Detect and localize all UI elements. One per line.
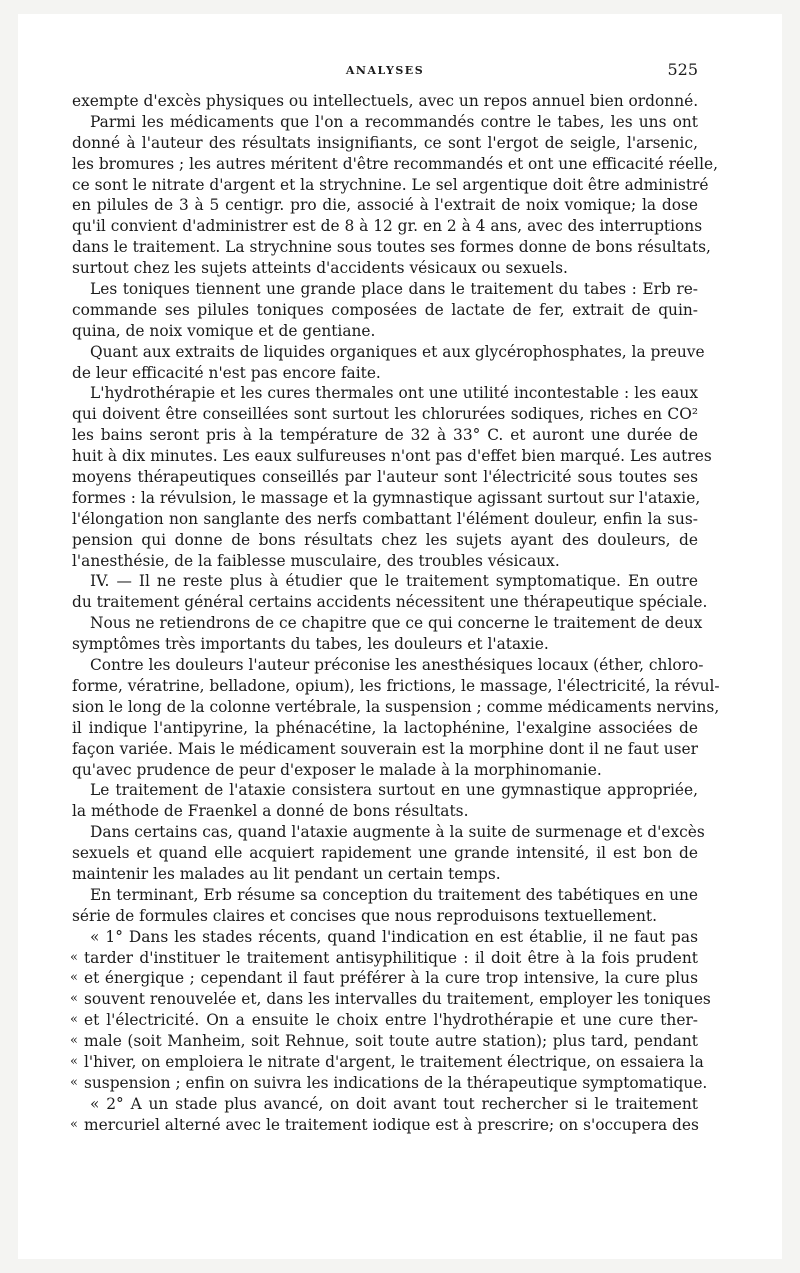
text-line [72, 91, 698, 112]
text-line-content: symptômes très importants du tabes, les douleurs et l'ataxie. [72, 635, 549, 654]
text-line-content: surtout chez les sujets atteints d'accidents vésicaux ou sexuels. [72, 259, 568, 278]
text-line [72, 968, 698, 989]
text-line-content: les bromures ; les autres méritent d'être recommandés et ont une efficacité réelle, [72, 154, 719, 173]
text-line-content: En terminant, Erb résume sa conception du traitement des tabétiques en une [90, 885, 698, 904]
text-line-content: mercuriel alterné avec le traitement iodique est à prescrire; on s'occupera des [84, 1115, 699, 1134]
text-line-content: les bains seront pris à la température de 32 à 33° C. et auront une durée de [72, 426, 698, 445]
text-line-content: Dans certains cas, quand l'ataxie augmente à la suite de surmenage et d'excès [90, 823, 705, 842]
quote-mark: « [70, 970, 78, 986]
text-line-content: ce sont le nitrate d'argent et la strychnine. Le sel argentique doit être administré [72, 175, 709, 194]
text-line [72, 885, 698, 906]
text-line [72, 1115, 698, 1136]
text-line [72, 592, 708, 613]
text-line [72, 154, 719, 175]
text-line-content: Parmi les médicaments que l'on a recommandés contre le tabes, les uns ont [90, 112, 698, 131]
text-line [72, 822, 705, 843]
text-line [70, 989, 711, 1010]
text-line-content: commande ses pilules toniques composées de lactate de fer, extrait de quin- [72, 300, 698, 319]
text-line [72, 175, 709, 196]
text-line-content: qu'il convient d'administrer est de 8 à 12 gr. en 2 à 4 ans, avec des interruptions [72, 217, 703, 236]
text-line [72, 864, 698, 885]
body-text [70, 91, 720, 1136]
text-line-content: pension qui donne de bons résultats chez les sujets ayant des douleurs, de [72, 530, 698, 549]
text-line [72, 133, 698, 154]
text-line-content: Quant aux extraits de liquides organiques et aux glycérophosphates, la preuve [90, 342, 705, 361]
text-line-content: et énergique ; cependant il faut préférer à la cure trop intensive, la cure plus [84, 969, 698, 988]
text-line-content: male (soit Manheim, soit Rehnue, soit toute autre station); plus tard, pendant [84, 1032, 698, 1051]
text-line [72, 112, 698, 133]
text-line-content: Le traitement de l'ataxie consistera surtout en une gymnastique appropriée, [90, 781, 698, 800]
text-line-content: maintenir les malades au lit pendant un certain temps. [72, 864, 501, 883]
text-line [72, 216, 703, 237]
text-line-content: en pilules de 3 à 5 centigr. pro die, associé à l'extrait de noix vomique; la dose [72, 196, 698, 215]
text-line-content: série de formules claires et concises que nous reproduisons textuellement. [72, 906, 657, 925]
text-line [72, 571, 698, 592]
text-line-content: qui doivent être conseillées sont surtout les chlorurées sodiques, riches en CO² [72, 405, 698, 424]
text-line [72, 237, 711, 258]
text-line [72, 488, 701, 509]
text-line [72, 404, 698, 425]
text-line [72, 739, 698, 760]
quote-mark: « [70, 1033, 78, 1049]
text-line-content: l'hiver, on emploiera le nitrate d'argent, le traitement électrique, on essaiera la [84, 1052, 704, 1071]
text-line [72, 655, 704, 676]
text-line [72, 780, 698, 801]
text-line-content: Contre les douleurs l'auteur préconise les anesthésiques locaux (éther, chloro- [90, 656, 704, 675]
text-line [72, 843, 698, 864]
text-line-content: suspension ; enfin on suivra les indications de la thérapeutique symptomatique. [84, 1073, 708, 1092]
text-line [72, 363, 698, 384]
text-line-content: huit à dix minutes. Les eaux sulfureuses n'ont pas d'effet bien marqué. Les autres [72, 447, 712, 466]
text-line [72, 467, 698, 488]
text-line-content: donné à l'auteur des résultats insignifiants, ce sont l'ergot de seigle, l'arsenic, [72, 133, 698, 152]
text-line [72, 425, 698, 446]
text-line [72, 676, 720, 697]
text-line-content: sexuels et quand elle acquiert rapidement une grande intensité, il est bon de [72, 844, 698, 863]
running-head: ANALYSES [345, 64, 425, 77]
page-number: 525 [667, 60, 698, 79]
text-line [70, 1073, 708, 1094]
text-line [72, 718, 698, 739]
quote-mark: « [70, 991, 78, 1007]
text-line-content: sion le long de la colonne vertébrale, la suspension ; comme médicaments nervins, [72, 697, 720, 716]
text-line-content: quina, de noix vomique et de gentiane. [72, 321, 376, 340]
text-line [72, 801, 698, 822]
text-line-content: l'élongation non sanglante des nerfs combattant l'élément douleur, enfin la sus- [72, 509, 698, 528]
text-line [72, 760, 698, 781]
page-header [72, 60, 698, 82]
quote-mark: « [70, 1116, 78, 1132]
quote-mark: « [70, 1053, 78, 1069]
text-line [72, 634, 698, 655]
text-line-content: Nous ne retiendrons de ce chapitre que ce qui concerne le traitement de deux [90, 614, 703, 633]
text-line-content: souvent renouvelée et, dans les intervalles du traitement, employer les toniques [84, 990, 711, 1009]
text-line [72, 1094, 698, 1115]
text-line-content: formes : la révulsion, le massage et la gymnastique agissant surtout sur l'ataxie, [72, 488, 701, 507]
text-line [72, 948, 698, 969]
text-line [72, 927, 698, 948]
text-line-content: « 2° A un stade plus avancé, on doit avant tout rechercher si le traitement [90, 1094, 698, 1113]
text-line [72, 530, 698, 551]
text-line [72, 300, 698, 321]
text-line [70, 1052, 704, 1073]
text-line-content: forme, vératrine, belladone, opium), les frictions, le massage, l'électricité, la révul- [72, 676, 720, 695]
text-line [72, 321, 698, 342]
text-line-content: de leur efficacité n'est pas encore faite. [72, 363, 381, 382]
text-line [72, 613, 703, 634]
text-line-content: exempte d'excès physiques ou intellectuels, avec un repos annuel bien ordonné. [72, 92, 699, 110]
text-line-content: la méthode de Fraenkel a donné de bons résultats. [72, 802, 469, 821]
text-line [72, 1010, 698, 1031]
quote-mark: « [70, 949, 78, 965]
text-line [72, 279, 698, 300]
text-line [72, 195, 698, 216]
text-line [72, 697, 720, 718]
text-line-content: L'hydrothérapie et les cures thermales ont une utilité incontestable : les eaux [90, 384, 698, 403]
text-line [72, 342, 705, 363]
text-line-content: façon variée. Mais le médicament souverain est la morphine dont il ne faut user [72, 739, 698, 758]
text-line [72, 551, 698, 572]
quote-mark: « [70, 1012, 78, 1028]
text-line-content: dans le traitement. La strychnine sous toutes ses formes donne de bons résultats, [72, 238, 711, 257]
text-line-content: « 1° Dans les stades récents, quand l'indication en est établie, il ne faut pas [90, 927, 698, 946]
text-line-content: moyens thérapeutiques conseillés par l'auteur sont l'électricité sous toutes ses [72, 468, 698, 487]
text-line-content: Les toniques tiennent une grande place dans le traitement du tabes : Erb re- [90, 280, 698, 299]
text-line-content: l'anesthésie, de la faiblesse musculaire, des troubles vésicaux. [72, 551, 560, 570]
text-line [72, 383, 698, 404]
text-line-content: qu'avec prudence de peur d'exposer le malade à la morphinomanie. [72, 760, 602, 779]
text-line-content: et l'électricité. On a ensuite le choix entre l'hydrothérapie et une cure ther- [84, 1011, 698, 1030]
text-line [72, 509, 698, 530]
quote-mark: « [70, 1074, 78, 1090]
text-line-content: IV. — Il ne reste plus à étudier que le traitement symptomatique. En outre [90, 572, 698, 591]
text-line-content: tarder d'instituer le traitement antisyphilitique : il doit être à la fois prudent [84, 948, 698, 967]
text-line-content: il indique l'antipyrine, la phénacétine, la lactophénine, l'exalgine associées de [72, 718, 698, 737]
text-line [72, 906, 698, 927]
text-line [72, 1031, 698, 1052]
text-line-content: du traitement général certains accidents nécessitent une thérapeutique spéciale. [72, 593, 708, 612]
text-line [72, 258, 698, 279]
text-line [72, 446, 712, 467]
